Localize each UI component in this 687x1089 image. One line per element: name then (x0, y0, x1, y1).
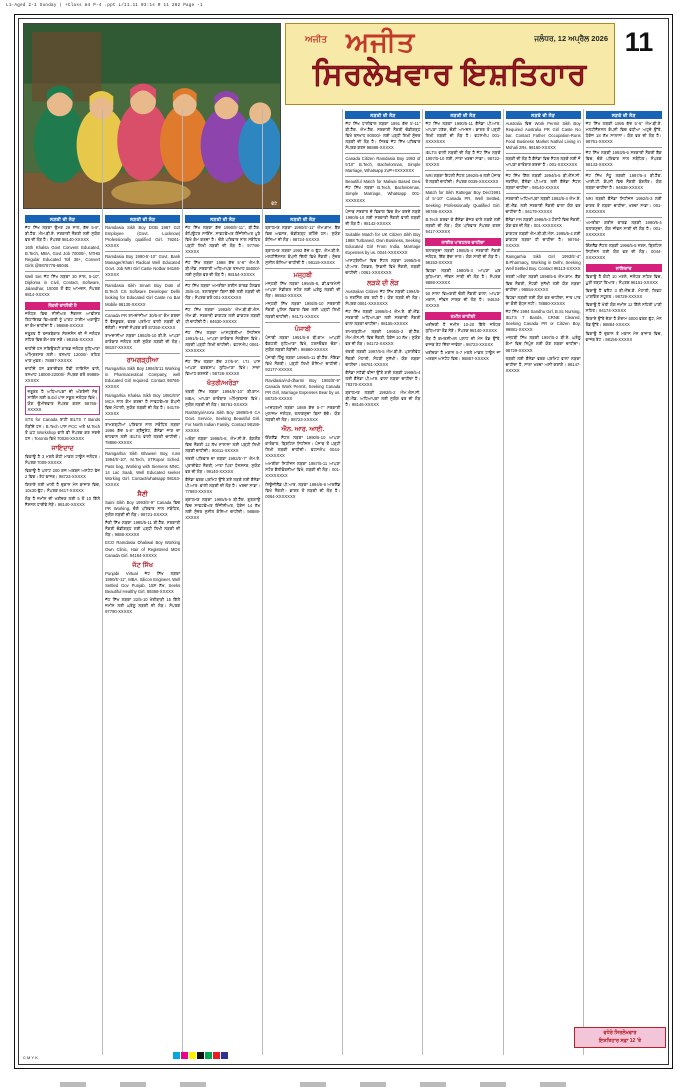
column-spacer (25, 109, 100, 213)
ad-divider (105, 448, 180, 449)
page-number: 11 (624, 27, 654, 57)
category-heading-bride: ਲੜਕੀ ਦੀ ਲੋੜ (105, 215, 180, 223)
advertisement-text: Ramdasia Sikh Boy DOB 1987 Gzt Employee (Govt. Lucknow) Professionally qualified Girl. 79261-XXXXX (105, 224, 181, 248)
advertisement-text: Beautiful Match for Malwai Based Desi ਜੱਟ ਸਿੱਖ ਲੜਕਾ B.Tech, Bachelorman, Simple Marriage, Whatsapp 001-XXXXXXX (345, 179, 421, 203)
ad-divider (105, 419, 180, 420)
advertisement-text: ਪੰਜਾਬੀ ਲੜਕਾ 1991/5-9 ਬੀ.ਕਾਮ. ਆਪਣੀ ਫੈਕਟਰੀ ਲੁਧਿਆਣਾ ਵਿਖੇ, ਟਰਨਓਵਰ ਚੰਗਾ। ਸੁਯੋਗ ਲੜਕੀ ਲੋੜੀਂਦੀ। 98880-XXXXX (265, 334, 341, 352)
advertisement-text: ਅਮਰੀਕਾ ਗਰੀਨ ਕਾਰਡ ਲੜਕੀ 1990/5-4 ਤਲਾਕਸ਼ੁਦਾ, ਯੋਗ ਜੀਵਨ ਸਾਥੀ ਦੀ ਲੋੜ ਹੈ। 001-XXXXXXX (585, 219, 662, 237)
classified-column (584, 109, 664, 1055)
ad-divider (506, 153, 581, 154)
advertisement-text: ਇੰਗਲੈਂਡ ਸੈਟਲ ਲੜਕੀ 1996/5-5 ਨਰਸ, ਬ੍ਰਿਟਿਸ਼ ਸਿਟੀਜ਼ਨ ਲਈ ਯੋਗ ਵਰ ਦੀ ਲੋੜ। 0044-XXXXXXX (585, 243, 662, 261)
ad-divider (185, 304, 260, 305)
cmyk-label: C M Y K (23, 1055, 38, 1060)
advertisement-text: Rashtriya/Arora Sikh Boy 1989/5-9 CA Govt. Service, Seeking Beautiful Girl. For North Indian Family. Contact 98159-XXXXX (185, 409, 261, 434)
advertisement-text: ਜੱਟ ਸਿੱਖ ਗਿੱਲ ਲੜਕੀ 1994/5-5 ਬੀ.ਐੱਸ.ਸੀ. ਨਰਸਿੰਗ, ਕੈਨੇਡਾ ਪੀ.ਆਰ. ਲਈ ਕੈਨੇਡਾ ਸੈਟਲ ਲੜਕਾ ਚਾਹੀਦਾ। 98140-XXXXX (505, 173, 581, 191)
registration-marks (0, 1079, 687, 1089)
advertisement-text: Suitable Match for UK Citizen Sikh Boy 1988 Turbaned, Own Business, Seeking Educated Girl From India. Marriage Expenses by us. 0044-XXXXXXX (345, 231, 421, 256)
classified-column (343, 109, 423, 1055)
advertisement-text: ਅਰੋੜਾ ਲੜਕਾ 1996/5-8, ਐਮ.ਸੀ.ਏ. ਬੰਗਲੌਰ ਵਿਚ ਨੌਕਰੀ 12 ਲੱਖ ਸਾਲਾਨਾ ਲਈ ਪੜ੍ਹੀ ਲਿਖੀ ਲੜਕੀ ਚਾਹੀਦੀ। 90411-XXXXX (185, 436, 261, 454)
advertisement-text: Ramdasia Sikh Smart Boy DoB of B.Tech CS Software Developer Delhi looking for Educated Girl Caste no Bar Mobile 98130-XXXXX (105, 283, 181, 307)
ad-divider (586, 240, 662, 241)
ad-divider (345, 206, 420, 207)
ad-divider (265, 245, 340, 246)
advertisement-text: ਰਾਮਦਾਸੀਆ ਲੜਕਾ 1992/5-10 ਬੀ.ਏ. ਆਪਣਾ ਕਾਰੋਬਾਰ ਜਲੰਧਰ ਲਈ ਸੁਯੋਗ ਲੜਕੀ ਦੀ ਲੋੜ। 98157-XXXXX (105, 332, 181, 351)
category-heading-section: ਨੌਕਰੀ ਚਾਹੀਦੀ ਹੈ (25, 302, 100, 310)
advertisement-text: ਜੱਟ ਸਿੱਖ ਲੜਕਾ ਆਸਟ੍ਰੇਲੀਆ ਸਿਟੀਜ਼ਨ 1991/5-11, ਆਪਣਾ ਕਾਰੋਬਾਰ ਮੈਲਬੌਰਨ ਵਿਖੇ। ਲੜਕੀ ਪੜ੍ਹੀ ਲਿਖੀ ਚਾਹੀਦੀ। ਵਟਸਐਪ 0061-XXXXXXX (185, 329, 261, 354)
subcategory-heading: ਲੜਕੇ ਦੀ ਲੋੜ (367, 279, 399, 287)
classified-column (504, 109, 584, 1055)
advertisement-text: Ramgarhia Khalsa Sikh Boy 1991/5'9" MCA ਨਾਲ ਕੰਮ ਕਰਦਾ ਹੈ ਸਾਫਟਵੇਅਰ ਕੰਪਨੀ ਵਿਚ ਮੋਹਾਲੀ, ਸੁਯੋਗ ਲੜਕੀ ਦੀ ਲੋੜ ਹੈ। 94178-XXXXX (105, 392, 181, 416)
advertisement-text: IELTS ਵਾਲੀ ਲੜਕੀ ਦੀ ਲੋੜ ਹੈ ਜੱਟ ਸਿੱਖ ਲੜਕੇ 1997/5-10 ਲਈ, ਸਾਰਾ ਖਰਚਾ ਸਾਡਾ। 98722-XXXXX (425, 149, 501, 168)
classified-column (23, 109, 103, 1055)
category-heading-bride: ਲੜਕੀ ਦੀ ਲੋੜ (345, 111, 420, 119)
category-heading-bride: ਲੜਕੀ ਦੀ ਲੋੜ (25, 215, 100, 223)
column-spacer (265, 109, 340, 213)
column-spacer (185, 109, 260, 213)
ad-divider (265, 322, 340, 323)
page-sheet (14, 14, 673, 1069)
ad-divider (425, 147, 500, 148)
advertisement-text: Australian Citizen ਜੱਟ ਸਿੱਖ ਲੜਕੀ 1994/5-5 ਨਰਸਿੰਗ ਕਰ ਰਹੀ ਹੈ। ਯੋਗ ਲੜਕੇ ਦੀ ਲੋੜ। ਸੰਪਰਕ 0061-XXXXXXX (345, 288, 421, 306)
ad-divider (185, 280, 260, 281)
advertisement-text: Canada PR ਰਾਮਦਾਸੀਆ 30/5-8" ਕੰਮ ਕਰਦਾ ਹੈ ਵੈਨਕੂਵਰ, ਵਰਕ ਪਰਮਿਟ ਵਾਲੀ ਲੜਕੀ ਵੀ ਚੱਲੇਗੀ। ਜਲਦੀ ਸੰਪਰਕ ਕਰੋ 87250-XXXXX (105, 312, 181, 330)
advertisement-text: ਜੱਟ ਸਿੱਖ 1994 Sandhu Girl, B.Sc Nursing, IELTS 7 Bands, CRNE Cleared, Seeking Canada PR or Citizen Boy. 98881-XXXXX (505, 308, 581, 333)
advertisement-text: ਜਲੰਧਰ ਵਿਚ ਸੀਨੀਅਰ ਸੈਕਸ਼ਨ ਆਫੀਸਰ ਰਿਟਾਇਰਡ ਵਿਅਕਤੀ ਨੂੰ ਪਾਰਟ ਟਾਈਮ ਅਕਾਊਂਟ ਦਾ ਕੰਮ ਚਾਹੀਦਾ ਹੈ। 98888-XXXXX (25, 311, 101, 329)
advertisement-text: 16th Khalsa Govt Convent Educated, B.Tech, MBA, Govt Job 70000/-, NTHB Regular Educated Toll 38+, Convert Girls @9876778-66046. (25, 244, 101, 269)
advertisement-text: Well Set ਜੱਟ ਸਿੱਖ ਲੜਕਾ 30 ਸਾਲ, 5-10", Diploma in Civil, Contact, Software, Jalandhar, 10000 ਤੋਂ ਵੱਧ ਆਮਦਨ, ਸੰਪਰਕ 9814-XXXXX (25, 274, 101, 298)
advertisement-text: ਖੱਤਰੀ ਸਿੱਖ ਲੜਕਾ 1994/5'-10" ਬੀ.ਕਾਮ. MBA, ਆਪਣਾ ਕਾਰੋਬਾਰ ਅੰਮ੍ਰਿਤਸਰ ਵਿਖੇ। ਸੁਯੋਗ ਲੜਕੀ ਦੀ ਲੋੜ। 98761-XXXXX (185, 389, 261, 407)
continuation-line-1: ਵਧੇਰੇ ਸਿਰਲੇਖਵਾਰ (603, 1030, 637, 1036)
advertisement-text: NRI ਲੜਕੀ ਕੈਨੇਡਾ ਸਿਟੀਜ਼ਨ 1992/5-3 ਲਈ ਭਾਰਤ ਤੋਂ ਲੜਕਾ ਚਾਹੀਦਾ, ਖਰਚਾ ਸਾਡਾ। 001-XXXXXXX (585, 196, 662, 214)
photo-caption: ਫੋਟੋ (271, 201, 277, 206)
category-heading-bride: ਲੜਕੀ ਦੀ ਲੋੜ (425, 111, 500, 119)
advertisement-text: STS for Canada ਰਾਹੀਂ IELTS 7 Bands ਲੋੜੀਂਦੇ ਹਨ। B.Tech ਪਾਸ PCC ਅਤੇ M.Tech ਤੋਂ ਘੱਟ Workshop ਵਾਲੇ ਵੀ ਸੰਪਰਕ ਕਰ ਸਕਦੇ ਹਨ। Toronto ਵਿਖੇ 70026-XXXXX (25, 417, 101, 441)
ad-divider (105, 280, 180, 281)
advertisement-text: Ramgarhia Sikh Boy 1994/5'11 Working in Pharmaceutical Company, well Educated Girl required. Contact 98766-XXXXX (105, 366, 181, 390)
ad-divider (345, 176, 420, 177)
advertisement-text: ਤਲਾਕਸ਼ੁਦਾ ਲੜਕੀ 1985/5-4 ਸਰਕਾਰੀ ਨੌਕਰੀ ਜਲੰਧਰ, ਇੱਕ ਬੱਚਾ ਨਾਲ। ਯੋਗ ਸਾਥੀ ਦੀ ਲੋੜ ਹੈ। 98153-XXXXX (425, 247, 501, 265)
advertisement-text: ਜੱਟ ਸਿੱਖ ਲੜਕੀ 1993/5-6 ਸਰਕਾਰੀ ਨੌਕਰੀ ਬੈਂਕ ਵਿਚ, ਚੰਗੇ ਪਰਿਵਾਰ ਨਾਲ ਸਬੰਧਿਤ। ਸੰਪਰਕ 98143-XXXXX (585, 149, 662, 168)
advertisement-text: ਕੈਨੇਡਾ PR ਲੜਕੀ 1996/5-3 ਟੋਰਾਂਟੋ ਵਿਚ ਨੌਕਰੀ, ਯੋਗ ਵਰ ਦੀ ਲੋੜ। 001-XXXXXXX (505, 216, 581, 228)
category-heading-bride: ਲੜਕੀ ਦੀ ਲੋੜ (265, 215, 340, 223)
category-heading-section: ਜ਼ਮੀਨ ਚਾਹੀਦੀ (425, 312, 500, 320)
advertisement-text: ਵਿਕਾਊ ਹੈ ਖੇਤੀ ਯੋਗ ਜ਼ਮੀਨ 12 ਕਿੱਲੇ ਨਹਿਰੀ ਪਾਣੀ ਸਹਿਤ। 94174-XXXXX (585, 302, 662, 314)
advertisement-text: Ravidasia/Ad-dharmi Boy 1992/5'-9" Canada Work Permit, Seeking Canada PR Girl, Marriage Expenses Bear by us. 88720-XXXXX (265, 378, 341, 402)
advertisement-text: ਕਿਰਾਏ ਲਈ ਖਾਲੀ ਹੈ ਦੁਕਾਨ ਮੇਨ ਬਾਜ਼ਾਰ ਵਿਚ, 10x30 ਫੁੱਟ। ਸੰਪਰਕ 9417-XXXXX (25, 482, 101, 494)
ad-divider (345, 229, 420, 230)
advertisement-text: ਰਾਮਗੜ੍ਹੀਆ ਲੜਕੀ 1995/5-3 ਬੀ.ਟੈੱਕ. ਐਮ.ਐਨ.ਸੀ. ਵਿਚ ਨੌਕਰੀ, ਪੈਕੇਜ 10 ਲੱਖ। ਸੁਯੋਗ ਵਰ ਦੀ ਲੋੜ। 94172-XXXXX (345, 329, 421, 347)
advertisement-text: ਜੱਟ ਸਿੱਖ ਲੜਕਾ 32/5-10 ਖੇਤੀਬਾੜੀ 15 ਕਿੱਲੇ ਜ਼ਮੀਨ ਲਈ ਘਰੇਲੂ ਲੜਕੀ ਦੀ ਲੋੜ। ਸੰਪਰਕ 97790-XXXXX (105, 597, 181, 615)
ad-divider (185, 327, 260, 328)
advertisement-text: Australia ਵਿਚ Work Permit Sikh Boy Required Australia PR Girl Caste No bar. Contact Father Occupation-Runs Food Business Market Nathal Living in Mohali 2Rs. 98160-XXXXX (505, 120, 581, 150)
advertisement-text: Canada Citizen Ramdasia Boy 1993 of 5'10" B.Tech, Bachelorman, Simple Marriage, Whatsapp 2ਪਜ+XXXXXXX (345, 155, 421, 174)
advertisement-text: ਲੋੜ ਹੈ ਜ਼ਮੀਨ ਦੀ ਖਰੀਦਣ ਲਈ 5 ਤੋਂ 10 ਕਿੱਲੇ ਨੈਸ਼ਨਲ ਹਾਈਵੇ ਨੇੜੇ। 98140-XXXXX (25, 496, 101, 508)
masthead-title-box (285, 23, 615, 105)
ad-divider (586, 193, 662, 194)
advertisement-text: ਖੱਤਰੀ ਪਰਿਵਾਰ ਦਾ ਲੜਕਾ 1992/5'-7" ਐਮ.ਏ. ਪ੍ਰਾਈਵੇਟ ਨੌਕਰੀ, ਮਾਤਾ ਪਿਤਾ ਪੈਨਸ਼ਨਰ, ਸੁਯੋਗ ਵਰ ਦੀ ਲੋੜ। 99140-XXXXX (185, 456, 261, 474)
column-spacer (105, 109, 180, 213)
ad-divider (105, 310, 180, 311)
publication-date: ਜਲੰਧਰ, 12 ਅਪ੍ਰੈਲ 2026 (534, 34, 608, 43)
ad-divider (265, 375, 340, 376)
advertisement-text: ਵਿਕਾਊ ਹੈ ਦੁਕਾਨ ਤੇ ਮਕਾਨ ਮੇਨ ਬਾਜ਼ਾਰ ਵਿਚ, ਵਾਜਬ ਰੇਟ। 98156-XXXXX (585, 330, 662, 342)
advertisement-text: ਵਿਕਾਊ ਹੈ ਪਲਾਟ 200 ਗਜ਼ ਅਰਬਨ ਅਸਟੇਟ ਫੇਜ਼ 2 ਵਿਚ। ਰੇਟ ਵਾਜਬ। 98723-XXXXX (25, 468, 101, 480)
advertisement-text: ਵਿਧਵਾ ਲੜਕੀ ਲਈ ਯੋਗ ਵਰ ਚਾਹੀਦਾ, ਜਾਤ ਪਾਤ ਦਾ ਕੋਈ ਬੰਧਨ ਨਹੀਂ। 78880-XXXXX (505, 294, 581, 306)
advertisement-text: ਲੜਕੀ ਦੀ ਲੋੜ ਹੈ ਕੈਨੇਡਾ ਵਿਚ ਸੈਟਲ ਲੜਕੇ ਲਈ ਜੋ ਆਪਣਾ ਕਾਰੋਬਾਰ ਕਰਦਾ ਹੈ। 001-XXXXXXX (505, 155, 581, 168)
advertisement-text: ਕਿਰਾਏ ਉੱਤੇ ਦੇਣਾ ਹੈ ਗੋਦਾਮ 5000 ਵਰਗ ਫੁੱਟ, ਮੇਨ ਰੋਡ ਉੱਤੇ। 98884-XXXXX (585, 316, 662, 328)
ad-divider (345, 153, 420, 154)
advertisement-text: ਚਾਹੀਦੇ ਹਨ ਸਕਿਉਰਟੀ ਗਾਰਡ ਜਲੰਧਰ ਲੁਧਿਆਣਾ ਅੰਮ੍ਰਿਤਸਰ ਲਈ। ਤਨਖਾਹ 12000/- ਰਹਿਣ ਖਾਣ ਮੁਫ਼ਤ। 78887-XXXXX (25, 345, 101, 363)
advertisement-text: ਜੱਟ ਸਿੱਖ ਧਾਲੀਵਾਲ ਲੜਕਾ 1991 ਕੱਦ 5'-11" ਬੀ.ਟੈੱਕ. ਐਮ.ਟੈੱਕ. ਸਰਕਾਰੀ ਨੌਕਰੀ ਚੰਡੀਗੜ੍ਹ ਵਿਖੇ ਤਨਖਾਹ 90000/- ਲਈ ਪੜ੍ਹੀ ਲਿਖੀ ਸੁੰਦਰ ਲੜਕੀ ਦੀ ਲੋੜ ਹੈ। ਸਿਰਫ਼ ਜੱਟ ਸਿੱਖ ਪਰਿਵਾਰ ਸੰਪਰਕ ਕਰਨ 98888-XXXXX (345, 120, 421, 150)
page-inner-border (18, 18, 669, 1065)
advertisement-text: ਅਮਰੀਕਾ ਸਿਟੀਜ਼ਨ ਲੜਕਾ 1987/5-11 ਆਪਣਾ ਸਟੋਰ ਕੈਲੀਫੋਰਨੀਆ ਵਿਖੇ, ਲੜਕੀ ਦੀ ਲੋੜ। 001-XXXXXXXX (265, 461, 341, 479)
advertisement-text: Ramdasia Boy 1990-5'-10" Govt. Bank Manager/Khatri Radical Well Educated Govt. Job NRI Girl Caste Notbar 94166-XXXXX (105, 253, 181, 278)
advertisement-text: ਡਾਕਟਰ ਲੜਕੀ ਐਮ.ਬੀ.ਬੀ.ਐਸ. 1995/5-4 ਲਈ ਡਾਕਟਰ ਲੜਕਾ ਹੀ ਚਾਹੀਦਾ ਹੈ। 98764-XXXXX (505, 230, 581, 249)
advertisement-text: ECO Ramdasia Dhaliwal Boy Working Own Clinic, Hair of Registered MDS Canada Girl. 94164-XXXXX (105, 540, 181, 558)
boxed-advertisement: ਜ਼ਰੂਰਤ ਹੈ ਅਧਿਆਪਕਾਂ ਦੀ ਅੰਗਰੇਜ਼ੀ ਮੈਥ ਸਾਇੰਸ ਲਈ B.Ed ਪਾਸ ਸਕੂਲ ਜਲੰਧਰ ਵਿਖੇ। ਯੋਗ ਉਮੀਦਵਾਰ ਸੰਪਰਕ ਕਰਨ 98765-XXXXX (25, 386, 100, 415)
subcategory-heading: ਖੱਤਰੀ/ਅਰੋੜਾ (206, 380, 239, 388)
ad-divider (586, 170, 662, 171)
subcategory-heading: ਰਾਮਗੜ੍ਹੀਆ (126, 357, 159, 365)
advertisement-text: ਰਾਮਗੜ੍ਹੀਆ ਪਰਿਵਾਰ ਨਾਲ ਸਬੰਧਿਤ ਲੜਕਾ 1996 ਕੱਦ 5-8" ਗ੍ਰੈਜੂਏਟ, ਕੈਨੇਡਾ ਜਾਣ ਦਾ ਚਾਹਵਾਨ ਲਈ IELTS ਵਾਲੀ ਲੜਕੀ ਚਾਹੀਦੀ। 78886-XXXXX (105, 421, 181, 446)
advertisement-text: ਜੱਟ ਸਿੱਖ ਲੜਕਾ ਕੱਦ 1990/5'-11", ਬੀ.ਟੈੱਕ. ਕੰਪਿਊਟਰ ਸਾਇੰਸ, ਸਾਫਟਵੇਅਰ ਇੰਜੀਨੀਅਰ ਪੁਣੇ ਵਿਖੇ ਕੰਮ ਕਰਦਾ ਹੈ। ਚੰਗੇ ਪਰਿਵਾਰ ਨਾਲ ਸਬੰਧਿਤ ਪੜ੍ਹੀ ਲਿਖੀ ਲੜਕੀ ਦੀ ਲੋੜ ਹੈ। 97798-XXXXX (185, 224, 261, 254)
advertisement-text: Ramgarhia Sikh Bhaweri Boy, runs 1994/5'-10", M.Tech, IITRopar Sched. Pass bag, Working with Siemens MNC, 14 Lac Saab, Well Educated seeker Working Girl. Contact/whatsapp 98163-XXXXX (105, 451, 181, 487)
advertisement-text: ਸੈਣੀ ਸਿੱਖ ਲੜਕਾ 1995/5-11 ਬੀ.ਟੈੱਕ. ਸਰਕਾਰੀ ਨੌਕਰੀ ਚੰਡੀਗੜ੍ਹ ਲਈ ਪੜ੍ਹੀ ਲਿਖੀ ਲੜਕੀ ਦੀ ਲੋੜ। 9888-XXXXX (105, 520, 181, 538)
advertisement-text: ਜੱਟ ਸਿੱਖ ਲੜਕਾ 1990/5-11 ਕੈਨੇਡਾ ਪੀ.ਆਰ. ਆਪਣਾ ਟਰੱਕ, ਚੰਗੀ ਆਮਦਨ। ਭਾਰਤ ਤੋਂ ਪੜ੍ਹੀ ਲਿਖੀ ਲੜਕੀ ਦੀ ਲੋੜ ਹੈ। ਵਟਸਐਪ 001-XXXXXXX (425, 120, 501, 144)
advertisement-text: ਚਾਹੀਦੇ ਹਨ ਡਰਾਈਵਰ ਹੈਵੀ ਲਾਇਸੰਸ ਵਾਲੇ, ਤਨਖਾਹ 18000-22000/- ਸੰਪਰਕ ਕਰੋ 99889-XXXXX (25, 365, 101, 383)
advertisement-text: ਕੈਨੇਡਾ ਵਰਕ ਪਰਮਿਟ ਉੱਤੇ ਗਏ ਲੜਕੇ ਲਈ ਕੈਨੇਡਾ ਪੀ.ਆਰ. ਵਾਲੀ ਲੜਕੀ ਦੀ ਲੋੜ ਹੈ। ਖਰਚਾ ਸਾਡਾ। 77893-XXXXX (185, 476, 261, 494)
category-heading-bride: ਲੜਕੇ ਦੀ ਲੋੜ (506, 111, 581, 119)
advertisement-text: ਜੱਟ ਸਿੱਖ ਲੜਕਾ 1988 ਕੱਦ 5'-8" ਐਮ.ਏ. ਬੀ.ਐੱਡ. ਸਰਕਾਰੀ ਅਧਿਆਪਕ ਤਨਖਾਹ 55000/- ਲਈ ਸੁਯੋਗ ਵਰ ਦੀ ਲੋੜ ਹੈ। 98154-XXXXX (185, 259, 261, 278)
bottom-bar (23, 1048, 664, 1060)
category-heading-bride: ਲੜਕੀ ਦੀ ਲੋੜ (185, 215, 260, 223)
ad-divider (265, 268, 340, 269)
subcategory-heading: ਸੈਣੀ (137, 490, 148, 498)
classified-column (263, 109, 343, 1055)
ad-divider (506, 170, 581, 171)
category-heading-bride: ਲੜਕੇ ਦੀ ਲੋੜ (586, 111, 662, 119)
category-heading-section: ਜਾਇਦਾਦ (586, 264, 662, 272)
classified-column (183, 109, 263, 1055)
category-heading-section: ਲਾਈਫ ਪਾਰਟਨਰ ਚਾਹੀਦਾ (425, 238, 500, 246)
advertisement-text: ਮਜ਼੍ਹਬੀ ਸਿੱਖ ਲੜਕੀ 1997/5-2 ਬੀ.ਏ. ਘਰੇਲੂ ਕੰਮਾਂ ਵਿਚ ਨਿਪੁੰਨ ਲਈ ਯੋਗ ਲੜਕਾ ਚਾਹੀਦਾ। 98729-XXXXX (505, 335, 581, 353)
ad-divider (586, 217, 662, 218)
advertisement-text: ਖੱਤਰੀ ਅਰੋੜਾ ਲੜਕੀ 1998/5-5 ਐਮ.ਕਾਮ. ਬੈਂਕ ਵਿਚ ਨੌਕਰੀ, ਸੋਹਣੀ ਸੁਨੱਖੀ ਲਈ ਯੋਗ ਲੜਕਾ ਚਾਹੀਦਾ। 98554-XXXXX (505, 274, 581, 292)
advertisement-text: ਸਰਕਾਰੀ ਅਧਿਆਪਕਾ ਲੜਕੀ 1992/5-4 ਐਮ.ਏ. ਬੀ.ਐੱਡ. ਲਈ ਸਰਕਾਰੀ ਨੌਕਰੀ ਵਾਲਾ ਯੋਗ ਵਰ ਚਾਹੀਦਾ ਹੈ। 94179-XXXXX (505, 196, 581, 214)
subcategory-heading: ਪੰਜਾਬੀ (294, 325, 311, 333)
subcategory-heading: ਮਜ਼੍ਹਬੀ (293, 272, 313, 280)
classified-column (423, 109, 503, 1055)
advertisement-text: ਜੱਟ ਸਿੱਖ ਲੜਕੀ 1996/5-4 ਐਮ.ਏ. ਬੀ.ਐੱਡ. ਸਰਕਾਰੀ ਅਧਿਆਪਕਾ ਲਈ ਸਰਕਾਰੀ ਨੌਕਰੀ ਵਾਲਾ ਲੜਕਾ ਚਾਹੀਦਾ। 98155-XXXXX (345, 308, 421, 327)
ad-divider (105, 251, 180, 252)
advertisement-text: ਜੱਟ ਸਿੱਖ ਲੜਕਾ ਉਮਰ 29 ਸਾਲ, ਕੱਦ 5-9", ਬੀ.ਟੈਕ. ਐਮ.ਬੀ.ਏ. ਸਰਕਾਰੀ ਨੌਕਰੀ ਲਈ ਸੁਯੋਗ ਵਰ ਦੀ ਲੋੜ ਹੈ। ਸੰਪਰਕ 98140-XXXXX (25, 224, 101, 242)
advertisement-text: ਜ਼ਰੂਰਤ ਹੈ ਤਜਰਬੇਕਾਰ ਸੇਲਜ਼ਮੈਨ ਦੀ ਜੋ ਜਲੰਧਰ ਸ਼ਹਿਰ ਵਿਚ ਕੰਮ ਕਰ ਸਕੇ। 98155-XXXXX (25, 331, 101, 343)
advertisement-text: ਲੜਕੀ ਲਈ ਕੈਨੇਡਾ ਵਰਕ ਪਰਮਿਟ ਵਾਲਾ ਲੜਕਾ ਚਾਹੀਦਾ ਹੈ, ਸਾਰਾ ਖਰਚਾ ਅਸੀਂ ਕਰਾਂਗੇ। 98147-XXXXX (505, 355, 581, 373)
print-header-strip: L1-Aged 2-1 Sunday | +Class m4 P-4 .ppt L/11.11 03:1s R 11 202 Page -1 (6, 4, 203, 8)
ad-divider (425, 170, 500, 171)
advertisement-text: ਪੰਜਾਬ ਸਰਕਾਰ ਦੇ ਵਿਭਾਗ ਵਿਚ ਕੰਮ ਕਰਦੇ ਲੜਕੇ 1990/5-10 ਲਈ ਸਰਕਾਰੀ ਨੌਕਰੀ ਵਾਲੀ ਲੜਕੀ ਦੀ ਲੋੜ ਹੈ। 98142-XXXXX (345, 208, 421, 226)
classified-columns (23, 109, 664, 1055)
advertisement-text: ਮਜ਼੍ਹਬੀ ਸਿੱਖ ਲੜਕਾ 1992/5-10 ਸਰਕਾਰੀ ਨੌਕਰੀ ਪੁਲਿਸ ਵਿਭਾਗ ਵਿਚ ਲਈ ਪੜ੍ਹੀ ਲਿਖੀ ਲੜਕੀ ਚਾਹੀਦੀ। 94171-XXXXX (265, 301, 341, 319)
advertisement-text: ਨਿਊਜ਼ੀਲੈਂਡ ਪੀ.ਆਰ. ਲੜਕਾ 1994/5-9 ਆਕਲੈਂਡ ਵਿਖੇ ਨੌਕਰੀ। ਭਾਰਤ ਤੋਂ ਲੜਕੀ ਦੀ ਲੋੜ ਹੈ। 0064-XXXXXXX (265, 481, 341, 499)
ad-divider (425, 288, 500, 289)
ad-divider (506, 251, 581, 252)
subcategory-heading: ਜੱਟ ਸਿੱਖ (132, 561, 154, 569)
continuation-note (574, 1027, 666, 1048)
advertisement-text: ਬ੍ਰਾਹਮਣ ਲੜਕਾ 1990/5'-11" ਐਮ.ਕਾਮ. ਬੈਂਕ ਵਿਚ ਅਫਸਰ, ਚੰਡੀਗੜ੍ਹ ਰਹਿੰਦੇ ਹਨ। ਸੁਯੋਗ ਕੰਨਿਆ ਦੀ ਲੋੜ। 98724-XXXXX (265, 224, 341, 242)
advertisement-text: ਜੱਟ ਸਿੱਖ ਸੰਧੂ ਲੜਕੀ 1997/5-4 ਬੀ.ਟੈੱਕ. ਆਈ.ਟੀ. ਕੰਪਨੀ ਵਿਚ ਨੌਕਰੀ ਬੰਗਲੌਰ। ਯੋਗ ਲੜਕਾ ਚਾਹੀਦਾ ਹੈ। 94638-XXXXX (585, 173, 662, 191)
advertisement-text: ਖਰੀਦਣੀ ਹੈ ਜ਼ਮੀਨ 10-20 ਕਿੱਲੇ ਜਲੰਧਰ ਲੁਧਿਆਣਾ ਰੋਡ ਨੇੜੇ। ਸੰਪਰਕ 98140-XXXXX (425, 321, 501, 333)
advertisement-text: ਇੰਗਲੈਂਡ ਸੈਟਲ ਲੜਕਾ 1990/5-10 ਆਪਣਾ ਕਾਰੋਬਾਰ, ਬ੍ਰਿਟਿਸ਼ ਸਿਟੀਜ਼ਨ। ਪੰਜਾਬ ਤੋਂ ਪੜ੍ਹੀ ਲਿਖੀ ਲੜਕੀ ਚਾਹੀਦੀ। ਵਟਸਐਪ 0044-XXXXXXX (265, 434, 341, 459)
ad-divider (185, 356, 260, 357)
advertisement-text: ਵਿਕਾਊ ਹੈ ਫਲੈਟ 3 ਬੀ.ਐੱਚ.ਕੇ. ਮੋਹਾਲੀ, ਲਿਫਟ ਪਾਰਕਿੰਗ ਸਹੂਲਤ। 98729-XXXXX (585, 287, 662, 300)
continuation-line-2: ਇਸ਼ਤਿਹਾਰ ਸਫ਼ਾ 12 'ਤੇ (598, 1037, 642, 1044)
advertisement-text: ਜੱਟ ਸਿੱਖ ਲੜਕਾ 1993/6' ਐਮ.ਬੀ.ਬੀ.ਐਸ. ਐਮ.ਡੀ. ਸਰਕਾਰੀ ਡਾਕਟਰ ਲਈ ਡਾਕਟਰ ਲੜਕੀ ਹੀ ਚਾਹੀਦੀ ਹੈ। 94630-XXXXX (185, 306, 261, 324)
advertisement-text: ਪੰਜਾਬੀ ਹਿੰਦੂ ਲੜਕਾ 1996/5-11 ਬੀ.ਟੈੱਕ. ਨੋਇਡਾ ਵਿਖੇ ਨੌਕਰੀ। ਪੜ੍ਹੀ ਲਿਖੀ ਕੰਨਿਆ ਚਾਹੀਦੀ। 93177-XXXXX (265, 354, 341, 373)
ad-divider (25, 271, 100, 272)
advertisement-text: B.Tech ਕਰਵਾ ਕੇ ਕੈਨੇਡਾ ਭੇਜਣ ਵਾਲੇ ਲੜਕੇ ਲਈ ਲੜਕੀ ਦੀ ਲੋੜ। ਯੋਗ ਪਰਿਵਾਰ ਸੰਪਰਕ ਕਰਨ 9417-XXXXX (425, 216, 501, 234)
ad-divider (105, 353, 180, 354)
advertisement-text: ਜੱਟ ਸਿੱਖ ਲੜਕਾ ਕੱਦ 27/5-9", I.T.I. ਪਾਸ ਆਪਣਾ ਵਰਕਸ਼ਾਪ ਲੁਧਿਆਣਾ ਵਿਖੇ। ਸਾਦਾ ਵਿਆਹ ਕਰਨਗੇ। 98726-XXXXX (185, 359, 261, 377)
ad-divider (586, 147, 662, 148)
advertisement-text: ਕੈਨੇਡਾ ਸਟੱਡੀ ਵੀਜ਼ਾ ਉੱਤੇ ਗਈ ਲੜਕੀ 1999/5-4 ਲਈ ਕੈਨੇਡਾ ਪੀ.ਆਰ. ਵਾਲਾ ਲੜਕਾ ਚਾਹੀਦਾ ਹੈ। 78370-XXXXX (345, 369, 421, 387)
advertisement-text: Match for Sikh Rattegar Boy Dec/1991 of 5'-10" Canada PR, Well Settled, Seeking Professionally Qualified Girl. 98766-XXXXX (425, 190, 501, 214)
advertisement-text: Saini Sikh Boy 1993/5'-9" Canada ਵਿਚ PR Working, ਚੰਗੇ ਪਰਿਵਾਰ ਨਾਲ ਸਬੰਧਿਤ, ਸੁਯੋਗ ਲੜਕੀ ਦੀ ਲੋੜ। 98721-XXXXX (105, 499, 181, 518)
section-title: ਸਿਰਲੇਖਵਾਰ ਇਸ਼ਤਿਹਾਰ (312, 58, 588, 91)
advertisement-text: Punjabi Virtual ਜੱਟ ਸਿੱਖ ਲੜਕਾ 1990/5'-11", MBA, Silicon Engineer, Well Settled Gov Punjab, 15ਸ਼ ਲੱਖ, Seeks Beautiful Healthy Girl. 89368-XXXXX (105, 570, 181, 594)
advertisement-text: 50 ਸਾਲਾ ਵਿਅਕਤੀ ਚੰਗੀ ਨੌਕਰੀ ਵਾਲਾ, ਆਪਣਾ ਮਕਾਨ, ਜੀਵਨ ਸਾਥਣ ਦੀ ਲੋੜ ਹੈ। 94634-XXXXX (425, 291, 501, 309)
advertisement-text: ਵਿਕਾਊ ਹੈ ਕੋਠੀ 10 ਮਰਲੇ, ਜਲੰਧਰ ਸ਼ਹਿਰ ਵਿਚ, ਪੂਰੀ ਤਰ੍ਹਾਂ ਤਿਆਰ। ਸੰਪਰਕ 98151-XXXXX (585, 273, 662, 285)
advertisement-text: ਵਿਧਵਾ ਲੜਕੀ 1980/5-3 ਆਪਣਾ ਘਰ ਲੁਧਿਆਣਾ, ਜੀਵਨ ਸਾਥੀ ਦੀ ਲੋੜ ਹੈ। ਸੰਪਰਕ 9888-XXXXX (425, 267, 501, 285)
advertisement-text: ਬ੍ਰਾਹਮਣ ਲੜਕੀ 1993/5-2 ਐਮ.ਐਸ.ਸੀ. ਬੀ.ਐੱਡ. ਅਧਿਆਪਕਾ ਲਈ ਸੁਯੋਗ ਵਰ ਦੀ ਲੋੜ ਹੈ। 98146-XXXXX (345, 389, 421, 408)
classified-column (103, 109, 183, 1055)
advertisement-text: ਲੋੜ ਹੈ ਕਮਰਸ਼ੀਅਲ ਪਲਾਟ ਦੀ ਮੇਨ ਰੋਡ ਉੱਤੇ, ਵਾਜਬ ਰੇਟ ਦਿੱਤਾ ਜਾਵੇਗਾ। 98723-XXXXX (425, 336, 501, 348)
advertisement-text: ਖੱਤਰੀ ਲੜਕੀ 1997/5-5 ਐਮ.ਬੀ.ਏ. ਪ੍ਰਾਈਵੇਟ ਨੌਕਰੀ ਮੋਹਾਲੀ, ਸੋਹਣੀ ਸੁਨੱਖੀ। ਯੋਗ ਲੜਕਾ ਚਾਹੀਦਾ। 98761-XXXXX (345, 349, 421, 367)
advertisement-text: ਆਦਧਰਮੀ ਲੜਕਾ 1989 ਕੱਦ 5-7" ਸਰਕਾਰੀ ਮੁਲਾਜ਼ਮ ਜਲੰਧਰ, ਤਲਾਕਸ਼ੁਦਾ ਬਿਨਾਂ ਬੱਚੇ। ਯੋਗ ਲੜਕੀ ਦੀ ਲੋੜ। 98723-XXXXX (265, 404, 341, 422)
ad-divider (425, 187, 500, 188)
advertisement-text: ਵਿਕਾਊ ਹੈ 3 ਮਰਲੇ ਕੋਠੀ ਮਾਡਲ ਟਾਊਨ ਜਲੰਧਰ। ਸੰਪਰਕ 7009-XXXXX (25, 453, 101, 465)
advertisement-text: ਬ੍ਰਾਹਮਣ ਲੜਕਾ 1993 ਕੱਦ 6 ਫੁੱਟ, ਐਮ.ਬੀ.ਏ. ਮਲਟੀਨੈਸ਼ਨਲ ਕੰਪਨੀ ਦਿੱਲੀ ਵਿਖੇ ਨੌਕਰੀ। ਸੁੰਦਰ ਸੁਸ਼ੀਲ ਕੰਨਿਆ ਚਾਹੀਦੀ ਹੈ। 98119-XXXXX (265, 247, 341, 265)
advertisement-text: ਖਰੀਦਣਾ ਹੈ ਮਕਾਨ 5-7 ਮਰਲੇ ਮਾਡਲ ਟਾਊਨ ਜਾਂ ਅਰਬਨ ਅਸਟੇਟ ਵਿਚ। 98887-XXXXX (425, 350, 501, 362)
advertisement-text: ਜੱਟ ਸਿੱਖ ਲੜਕਾ ਅਮਰੀਕਾ ਗਰੀਨ ਕਾਰਡ ਹੋਲਡਰ 35/5-10, ਤਲਾਕਸ਼ੁਦਾ ਬਿਨਾਂ ਬੱਚੇ ਲਈ ਲੜਕੀ ਦੀ ਲੋੜ। ਸੰਪਰਕ ਕਰੋ 001-XXXXXXX (185, 283, 261, 301)
ad-divider (185, 257, 260, 258)
ajit-small-logo: ਅਜੀਤ (304, 34, 328, 44)
advertisement-text: Ramgarhia Sikh Girl 1993/5'-4" B.Pharmacy, Working in Delhi, Seeking Well Settled Boy. Contact 98113-XXXXX (505, 254, 581, 272)
color-swatches (173, 1052, 228, 1059)
advertisement-text: ਮਜ਼੍ਹਬੀ ਸਿੱਖ ਲੜਕਾ 1994/5-8, ਡੀ.ਫਾਰਮੇਸੀ ਆਪਣਾ ਮੈਡੀਕਲ ਸਟੋਰ ਲਈ ਘਰੇਲੂ ਲੜਕੀ ਦੀ ਲੋੜ। 98553-XXXXX (265, 281, 341, 299)
advertisement-text: ਆਸਟ੍ਰੇਲੀਆ ਵਿਚ ਸੈਟਲ ਲੜਕਾ 1995/5-8 ਪੀ.ਆਰ. ਹੋਲਡਰ, ਸਿਡਨੀ ਵਿਖੇ ਨੌਕਰੀ, ਲੜਕੀ ਚਾਹੀਦੀ। 0061-XXXXXXX (345, 258, 421, 276)
ad-divider (506, 193, 581, 194)
advertisement-text: NRI ਲੜਕਾ ਇਟਲੀ ਸੈਟਲ 1992/5-9 ਲਈ ਪੰਜਾਬ ਤੋਂ ਲੜਕੀ ਚਾਹੀਦੀ। ਸੰਪਰਕ 0039-XXXXXXX (425, 173, 501, 185)
subcategory-heading: ਐਨ. ਆਰ. ਆਈ. (281, 425, 325, 433)
advertisement-text: ਬ੍ਰਾਹਮਣ ਲੜਕਾ 1995/5-9 ਬੀ.ਟੈੱਕ. ਗੁੜਗਾਉਂ ਵਿਚ ਸਾਫਟਵੇਅਰ ਇੰਜੀਨੀਅਰ, ਪੈਕੇਜ 14 ਲੱਖ ਲਈ ਸੁੰਦਰ ਸੁਸ਼ੀਲ ਕੰਨਿਆ ਚਾਹੀਦੀ। 98889-XXXXX (185, 496, 261, 521)
ajit-logo: ਅਜੀਤ (346, 27, 416, 57)
subcategory-heading: ਜਾਇਦਾਦ (51, 444, 74, 452)
advertisement-text: ਜੱਟ ਸਿੱਖ ਲੜਕੀ 1995 ਕੱਦ 5'-5" ਐਮ.ਬੀ.ਏ. ਮਲਟੀਨੈਸ਼ਨਲ ਕੰਪਨੀ ਵਿਚ ਵਧੀਆ ਅਹੁਦੇ ਉੱਤੇ, ਪੈਕੇਜ 18 ਲੱਖ ਸਾਲਾਨਾ। ਯੋਗ ਵਰ ਦੀ ਲੋੜ ਹੈ। 98761-XXXXX (585, 120, 662, 144)
